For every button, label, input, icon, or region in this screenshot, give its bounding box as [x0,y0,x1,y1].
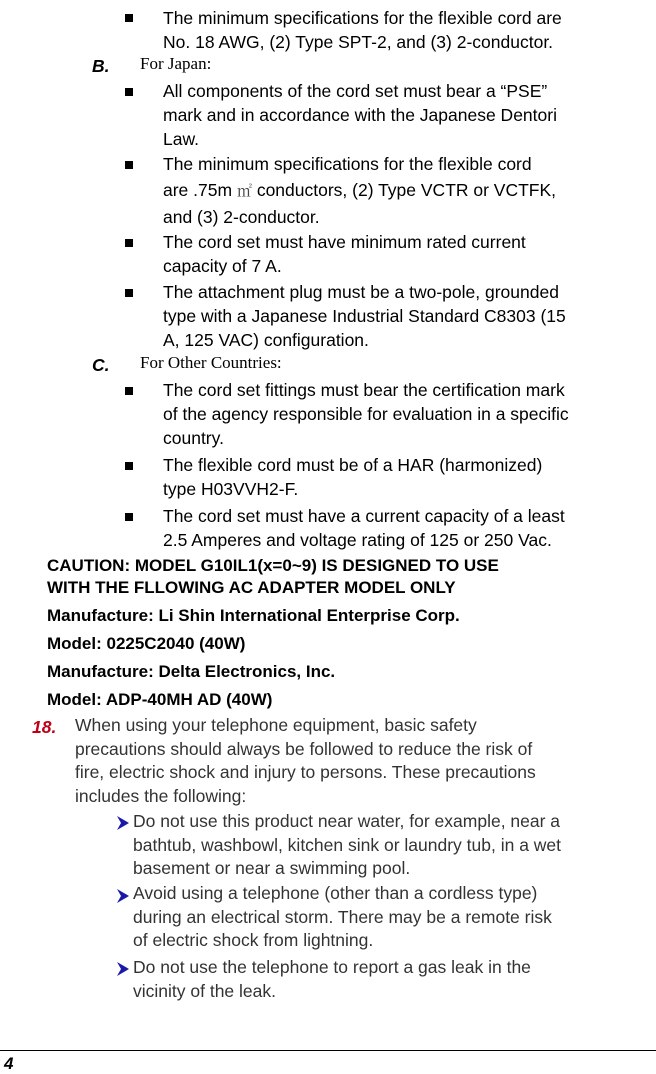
bullet-square [125,239,133,247]
bullet-square [125,513,133,521]
bullet-square [125,462,133,470]
arrow-item-text: Do not use this product near water, for example, near a bathtub, washbowl, kitchen sink or laundry tub, in a wet basement or near a swimming pool. [133,811,562,878]
bullet-text: The attachment plug must be a two-pole, grounded type with a Japanese Industrial Standard C8303 (15 A, 125 VAC) configuration. [163,282,566,350]
caution-heading: CAUTION: MODEL G10IL1(x=0~9) IS DESIGNED TO USE WITH THE FLLOWING AC ADAPTER MODEL ONLY [47,556,499,597]
manufacturer-line: Manufacture: Li Shin International Enterprise Corp. [47,606,460,625]
bullet-text: The cord set must have a current capacity of a least 2.5 Amperes and voltage rating of 125 or 250 Vac. [163,506,565,550]
manufacturer-line: Manufacture: Delta Electronics, Inc. [47,662,336,681]
bullet-text: The flexible cord must be of a HAR (harmonized) type H03VVH2-F. [163,455,543,499]
bullet-text: The cord set must have minimum rated current capacity of 7 A. [163,232,526,276]
model-line: Model: 0225C2040 (40W) [47,634,246,653]
bullet-square [125,88,133,96]
section-c-letter: C. [92,355,110,375]
arrow-bullet-icon [116,888,130,904]
item-text: When using your telephone equipment, basic safety precautions should always be followed to reduce the risk of fire, electric shock and injury to persons. These precautions includes the following: [75,715,536,806]
bullet-text: All components of the cord set must bear a “PSE” mark and in accordance with the Japanese Dentori Law. [163,81,557,149]
section-c-title: For Other Countries: [140,353,282,372]
model-line: Model: ADP-40MH AD (40W) [47,690,273,709]
item-number: 18. [32,717,57,737]
bullet-square [125,289,133,297]
square-meter-glyph: ㎡ [236,182,252,200]
arrow-bullet-icon [116,815,130,831]
arrow-item-text: Do not use the telephone to report a gas leak in the vicinity of the leak. [133,957,531,1001]
section-b-title: For Japan: [140,54,212,73]
page-number: 4 [4,1054,14,1073]
bullet-square [125,14,133,22]
bullet-text: The cord set fittings must bear the certification mark of the agency responsible for evaluation in a specific country. [163,380,569,448]
bullet-square [125,161,133,169]
footer-rule [0,1050,656,1051]
section-b-letter: B. [92,56,110,76]
arrow-bullet-icon [116,961,130,977]
arrow-item-text: Avoid using a telephone (other than a cordless type) during an electrical storm. There may be a remote risk of electric shock from lightning. [133,883,552,950]
bullet-text: The minimum specifications for the flexible cord are .75m ㎡ conductors, (2) Type VCTR or VCTFK, and (3) 2-conductor. [163,154,557,227]
bullet-text: The minimum specifications for the flexible cord are No. 18 AWG, (2) Type SPT-2, and (3) 2-conductor. [163,8,562,52]
bullet-square [125,387,133,395]
